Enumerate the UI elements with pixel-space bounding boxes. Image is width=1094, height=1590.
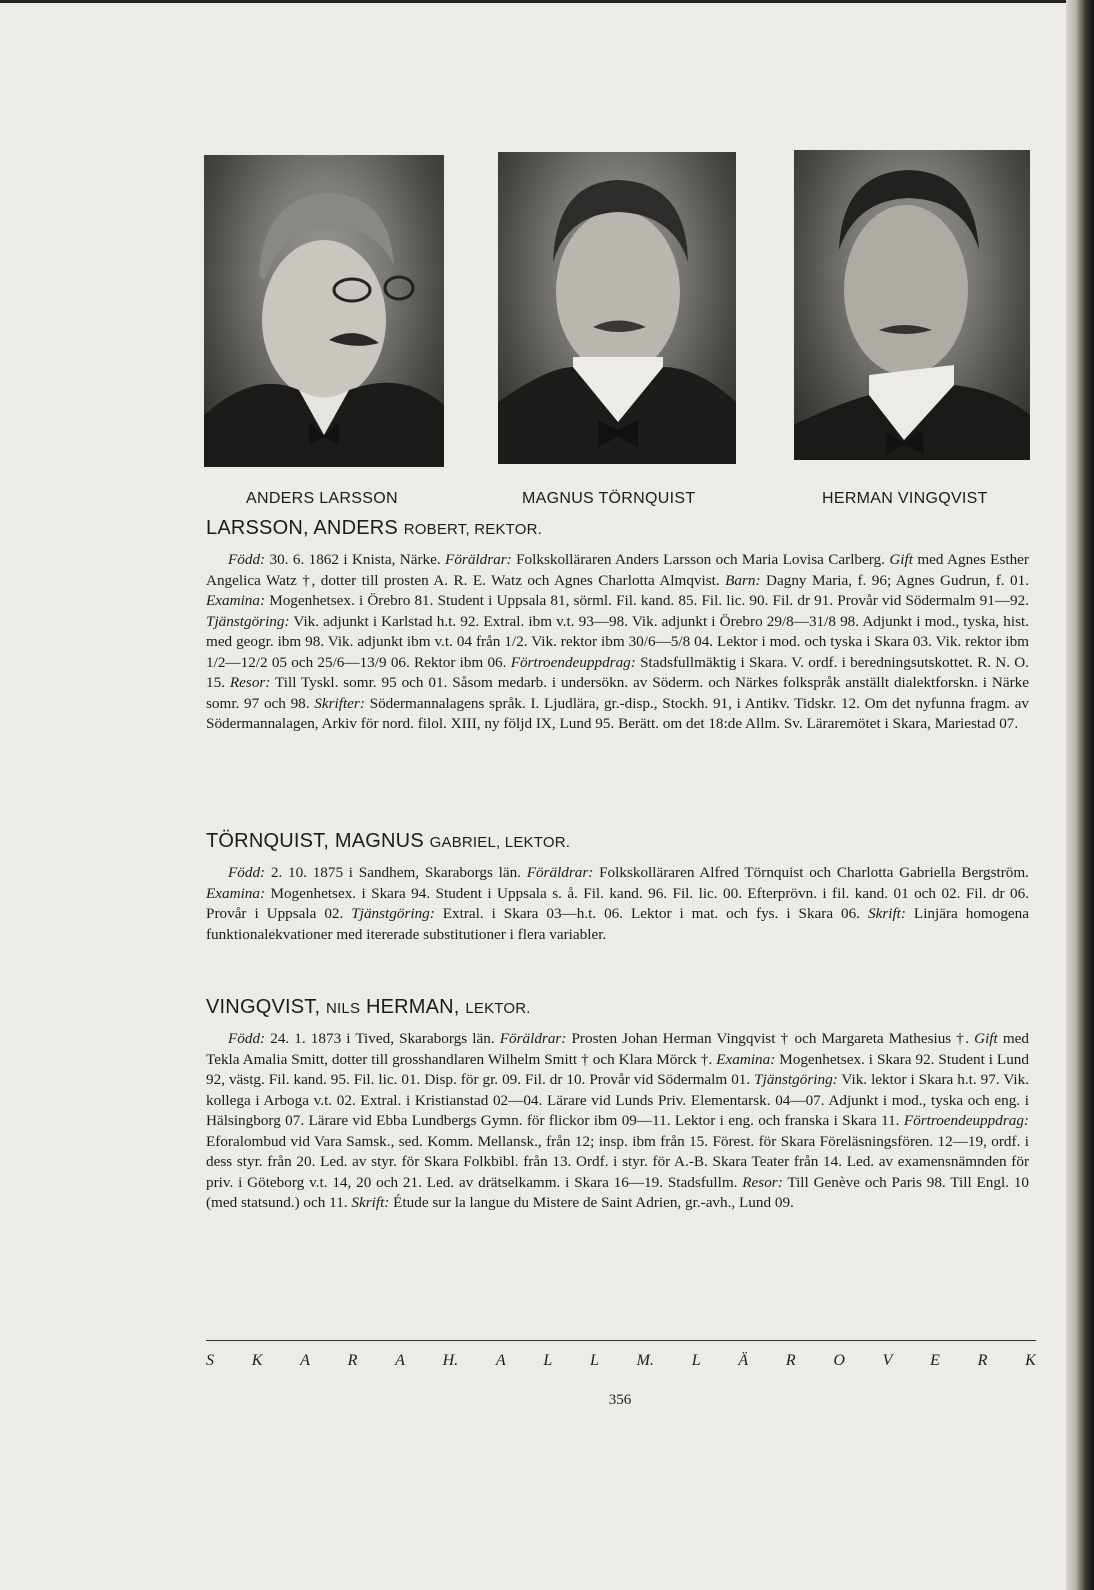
footer-letter: R bbox=[785, 1352, 796, 1369]
footer-letter: H. bbox=[442, 1352, 459, 1369]
footer-letter: L bbox=[543, 1352, 553, 1369]
field-text: Folkskolläraren Anders Larsson och Maria Lovisa Carlberg. bbox=[511, 551, 890, 568]
field-text: Mogenhetsex. i Skara 92. Student i Lund 92, västg. Fil. kand. 95. Fil. lic. 01. Disp. för gr. 09. Fil. dr 10. Provår vid Södermalm 01. bbox=[206, 1050, 1029, 1088]
portrait-caption-3: HERMAN VINGQVIST bbox=[822, 490, 988, 507]
field-label: Tjänstgöring: bbox=[206, 612, 290, 630]
field-text: Dagny Maria, f. 96; Agnes Gudrun, f. 01. bbox=[760, 571, 1029, 589]
entry-heading-title: ROBERT, REKTOR. bbox=[403, 521, 543, 538]
portrait-caption-2: MAGNUS TÖRNQUIST bbox=[522, 490, 696, 507]
field-label: Skrift: bbox=[351, 1194, 390, 1211]
footer-letter: M. bbox=[636, 1352, 654, 1369]
field-label: Examina: bbox=[716, 1050, 776, 1068]
footer-letter: L bbox=[691, 1352, 701, 1369]
field-label: Föräldrar: bbox=[499, 1030, 567, 1047]
entry-heading-name: TÖRNQUIST, MAGNUS bbox=[206, 830, 424, 852]
entry-body bbox=[206, 1029, 1029, 1214]
portrait-herman-vingqvist bbox=[794, 150, 1030, 460]
field-label: Förtroendeuppdrag: bbox=[903, 1112, 1029, 1129]
field-text: Till Tyskl. somr. 95 och 01. Såsom medarb. i undersökn. av Söderm. och Närkes folkspråk anställt dialektforskn. i Närke somr. 97 och 98. bbox=[206, 674, 1030, 712]
field-text: Till Genève och Paris 98. Till Engl. 10 (med statsund.) och 11. bbox=[206, 1173, 1030, 1211]
portrait-magnus-tornquist bbox=[498, 152, 736, 464]
field-text: Stadsfullmäktig i Skara. V. ordf. i beredningsutskottet. R. N. O. 15. bbox=[206, 653, 1029, 691]
field-text: Mogenhetsex. i Örebro 81. Student i Uppsala 81, sörml. Fil. kand. 85. Fil. lic. 90. Fil. dr 91. Provår vid Södermalm 91—92. bbox=[265, 592, 1029, 609]
footer-letter: K bbox=[1025, 1352, 1036, 1369]
entry-heading-name: LARSSON, ANDERS bbox=[206, 517, 398, 539]
field-text: Södermannalagens språk. I. Ljudlära, gr.-disp., Stockh. 91, i Antikv. Tidskr. 12. Om det nyfunna fragm. av Södermannalagen, Arkiv för nord. filol. XIII, ny följd IX, Lund 95. Berätt. om det 18:de Allm. Sv. Läraremötet i Skara, Mariestad 07. bbox=[206, 694, 1029, 732]
biography-entry-vingqvist bbox=[206, 996, 1029, 1214]
footer-letter: V bbox=[882, 1352, 893, 1369]
field-text: 30. 6. 1862 i Knista, Närke. bbox=[265, 551, 446, 568]
footer-rule bbox=[206, 1340, 1036, 1341]
field-text: Folkskolläraren Alfred Törnquist och Charlotta Gabriella Bergström. bbox=[593, 864, 1029, 881]
entry-heading bbox=[206, 517, 1029, 540]
entry-heading bbox=[206, 830, 1029, 853]
footer-letter: L bbox=[590, 1352, 599, 1369]
field-text: Vik. adjunkt i Karlstad h.t. 92. Extral. ibm v.t. 93—98. Vik. adjunkt i Örebro 29/8—31/8 98. Adjunkt i mod., tyska, hist. med geogr. ibm 98. Vik. adjunkt ibm v.t. 04 från 1/2. Vik. rektor ibm 30/6—5/8 04. Lektor i mod. och tyska i Skara 03. Vik. rektor ibm 1/2—12/2 05 och 25/6—13/9 06. Rektor ibm 06. bbox=[206, 612, 1029, 671]
field-text: med Tekla Amalia Smitt, dotter till grosshandlaren Wilhelm Smitt † och Klara Mörck †. bbox=[206, 1030, 1029, 1068]
field-label: Gift bbox=[974, 1030, 998, 1047]
page-top-edge bbox=[0, 0, 1094, 3]
field-label: Barn: bbox=[725, 571, 761, 589]
field-label: Tjänstgöring: bbox=[754, 1071, 838, 1088]
biography-entry-larsson bbox=[206, 517, 1029, 735]
running-footer bbox=[206, 1352, 1036, 1370]
entry-heading-title: LEKTOR. bbox=[465, 1000, 531, 1017]
field-label: Född: bbox=[228, 864, 266, 881]
field-text: 24. 1. 1873 i Tived, Skaraborgs län. bbox=[265, 1030, 500, 1047]
page-binding-shadow bbox=[1066, 0, 1094, 1590]
field-label: Skrift: bbox=[868, 905, 906, 922]
portrait-caption-1: ANDERS LARSSON bbox=[246, 490, 398, 507]
footer-letter: K bbox=[251, 1352, 263, 1369]
field-label: Resor: bbox=[742, 1173, 783, 1191]
field-text: Vik. lektor i Skara h.t. 97. Vik. kollega i Arboga v.t. 02. Extral. i Kristianstad 02—04. Lärare vid Lunds Priv. Elementarsk. 04—07. Adjunkt i mod., tyska och eng. i Hälsingborg 07. Lärare vid Ebba Lundbergs Gymn. för flickor ibm 09—11. Lektor i eng. och franska i Skara 11. bbox=[206, 1071, 1029, 1129]
biography-entry-tornquist bbox=[206, 830, 1029, 945]
footer-letter: A bbox=[395, 1352, 405, 1369]
field-label: Skrifter: bbox=[314, 694, 365, 712]
footer-letter: R bbox=[347, 1352, 358, 1369]
entry-heading-name: HERMAN, bbox=[365, 996, 460, 1018]
field-label: Född: bbox=[228, 551, 266, 568]
field-label: Gift bbox=[889, 551, 913, 568]
footer-letter: A bbox=[300, 1352, 310, 1369]
field-label: Examina: bbox=[206, 592, 266, 609]
field-text: Étude sur la langue du Mistere de Saint Adrien, gr.-avh., Lund 09. bbox=[389, 1194, 794, 1211]
field-label: Examina: bbox=[206, 884, 266, 902]
entry-body bbox=[206, 863, 1029, 945]
field-text: Linjära homogena funktionalekvationer med itererade substitutioner i flera variabler. bbox=[206, 905, 1029, 943]
entry-heading-surname: VINGQVIST, bbox=[206, 996, 321, 1018]
field-label: Föräldrar: bbox=[526, 864, 594, 881]
field-label: Tjänstgöring: bbox=[351, 905, 435, 922]
field-label: Resor: bbox=[229, 674, 271, 691]
field-text: 2. 10. 1875 i Sandhem, Skaraborgs län. bbox=[265, 864, 527, 881]
field-text: Extral. i Skara 03—h.t. 06. Lektor i mat. och fys. i Skara 06. bbox=[434, 905, 868, 922]
field-text: Prosten Johan Herman Vingqvist † och Margareta Mathesius †. bbox=[566, 1030, 975, 1047]
field-label: Föräldrar: bbox=[445, 551, 512, 568]
entry-heading-firstname: NILS bbox=[326, 1000, 361, 1017]
footer-letter: O bbox=[833, 1352, 845, 1369]
entry-heading-title: GABRIEL, LEKTOR. bbox=[429, 834, 571, 851]
field-label: Förtroendeuppdrag: bbox=[510, 653, 636, 671]
footer-letter: Ä bbox=[738, 1352, 749, 1369]
field-label: Född: bbox=[228, 1030, 266, 1047]
portrait-anders-larsson bbox=[204, 155, 444, 467]
footer-letter: R bbox=[977, 1352, 988, 1369]
page-number: 356 bbox=[608, 1392, 632, 1408]
footer-letter: E bbox=[930, 1352, 940, 1369]
footer-letter: A bbox=[495, 1352, 506, 1369]
field-text: Mogenhetsex. i Skara 94. Student i Uppsala s. å. Fil. kand. 96. Fil. lic. 00. Efterprövn. i fil. kand. 01 och 02. Fil. dr 06. Provår i Uppsala 02. bbox=[206, 884, 1029, 922]
field-text: med Agnes Esther Angelica Watz †, dotter till prosten A. R. E. Watz och Agnes Charlotta Almqvist. bbox=[206, 551, 1029, 589]
field-text: Eforalombud vid Vara Samsk., sed. Komm. Mellansk., från 12; insp. ibm från 15. Förest. för Skara Föreläsningsfören. 12—19, ordf. i dess styr. från 20. Led. av styr. för Skara Folkbibl. från 13. Ordf. i styr. för A.-B. Skara Teater från 14. Led. av examensnämnden för priv. i Göteborg v.t. 14, 20 och 21. Led. av drätselkamm. i Skara 16—19. Stadsfullm. bbox=[206, 1132, 1029, 1191]
entry-heading bbox=[206, 996, 1029, 1019]
entry-body bbox=[206, 550, 1029, 735]
footer-letter: S bbox=[206, 1352, 214, 1369]
